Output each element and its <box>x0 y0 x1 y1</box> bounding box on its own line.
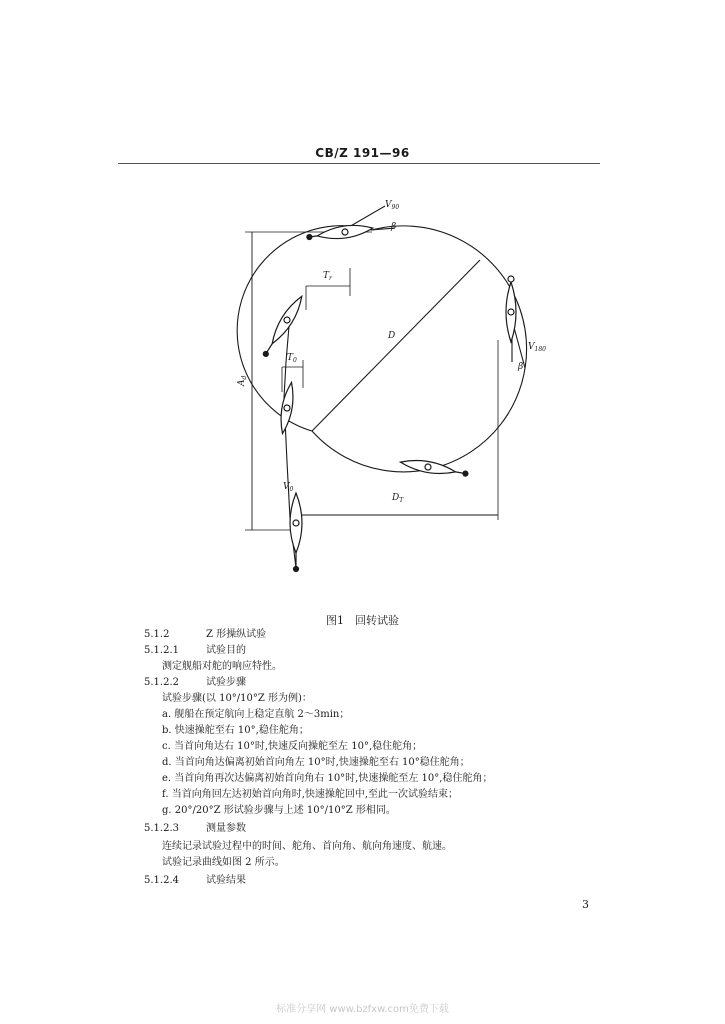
label-tn-sub: 0 <box>293 357 297 364</box>
label-tn: T <box>287 353 294 363</box>
turning-circle-path <box>237 226 526 472</box>
svg-text:Tr <box>323 271 333 282</box>
svg-text:DT <box>391 493 404 504</box>
label-ad: A <box>237 379 247 386</box>
step-g: g. 20°/20°Z 形试验步骤与上述 10°/10°Z 形相同。 <box>162 805 396 816</box>
label-d: D <box>388 331 396 341</box>
label-tr: T <box>323 271 330 281</box>
step-c: c. 当首向角达右 10°时,快速反向操舵至左 10°,稳住舵角； <box>162 741 423 752</box>
section-number: 5.1.2 <box>144 629 170 640</box>
section-number: 5.1.2.2 <box>144 677 179 688</box>
watermark-text: 标准分享网 www.bzfxw.com免费下载 <box>276 1004 449 1015</box>
heading-5-1-2-1 <box>144 644 246 658</box>
section-number: 5.1.2.1 <box>144 645 179 656</box>
svg-text:Ad <box>237 376 248 388</box>
ship-shape <box>290 493 302 572</box>
section-title: 测量参数 <box>206 823 246 834</box>
label-beta: β <box>391 222 397 232</box>
section-title: 试验步骤 <box>206 677 246 688</box>
label-ad-sub: d <box>241 375 248 380</box>
page-number: 3 <box>582 898 589 911</box>
label-v-sub: 90 <box>391 204 400 211</box>
step-f: f. 当首向角回左达初始首向角时,快速操舵回中,至此一次试验结束； <box>162 789 459 800</box>
paragraph: 试验记录曲线如图 2 所示。 <box>162 857 285 868</box>
ship-shape <box>399 457 468 480</box>
svg-text:V180 <box>528 342 546 353</box>
label-v2: V <box>528 342 535 352</box>
step-d: d. 当首向角达偏离初始首向角左 10°时,快速操舵至右 10°稳住舵角； <box>162 757 470 768</box>
paragraph: 试验步骤(以 10°/10°Z 形为例)： <box>162 693 312 704</box>
heading-5-1-2 <box>144 628 266 642</box>
figure-caption: 图1 回转试验 <box>326 614 399 627</box>
label-dt-sub: T <box>399 497 404 504</box>
label-v0-sub: 0 <box>289 486 294 493</box>
doc-code-header: CB/Z 191—96 <box>315 146 410 160</box>
step-a: a. 舰船在预定航向上稳定直航 2～3min； <box>162 709 350 720</box>
section-title: 试验结果 <box>206 875 246 886</box>
step-b: b. 快速操舵至右 10°,稳住舵角； <box>162 725 309 736</box>
svg-text:V0 <box>283 482 294 493</box>
ship-shape <box>506 276 516 342</box>
ship-shape <box>278 382 297 435</box>
ship-shape <box>260 293 307 359</box>
section-number: 5.1.2.3 <box>144 823 179 834</box>
label-tr-sub: r <box>329 275 332 282</box>
label-dt: D <box>392 493 400 503</box>
section-title: Z 形操纵试验 <box>206 629 267 640</box>
svg-text:T0 <box>287 353 297 364</box>
label-v2-sub: 180 <box>534 346 546 353</box>
label-v: V <box>385 200 392 210</box>
paragraph: 连续记录试验过程中的时间、舵角、首向角、航向角速度、航速。 <box>162 841 452 852</box>
label-v0: V <box>283 482 290 492</box>
section-title: 试验目的 <box>206 645 246 656</box>
paragraph: 测定舰船对舵的响应特性。 <box>162 661 282 672</box>
step-e: e. 当首向角再次达偏离初始首向角右 10°时,快速操舵至左 10°,稳住舵角； <box>162 773 493 784</box>
heading-5-1-2-4 <box>144 874 246 888</box>
label-beta2: β <box>518 362 524 372</box>
section-number: 5.1.2.4 <box>144 875 179 886</box>
heading-5-1-2-3 <box>144 822 246 836</box>
svg-text:V90 <box>385 200 399 211</box>
heading-5-1-2-2 <box>144 676 246 690</box>
